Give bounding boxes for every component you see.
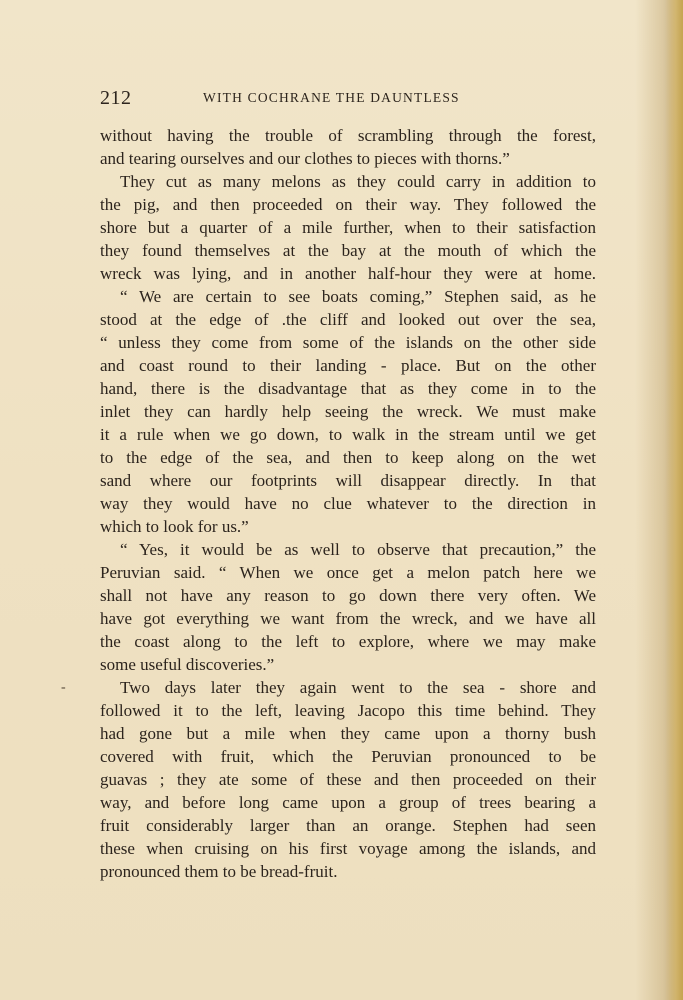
page-header	[100, 87, 598, 111]
text-line: which to look for us.”	[100, 517, 249, 536]
text-line: these when cruising on his first voyage among the islands, and	[100, 839, 596, 858]
text-line: without having the trouble of scrambling through the forest,	[100, 126, 596, 145]
text-line: fruit considerably larger than an orange. Stephen had seen	[100, 816, 596, 835]
text-line: to the edge of the sea, and then to keep along on the wet	[100, 448, 596, 467]
margin-mark: -	[61, 680, 66, 695]
text-line: way they would have no clue whatever to the direction in	[100, 494, 596, 513]
text-line: shall not have any reason to go down there very often. We	[100, 586, 596, 605]
text-line: had gone but a mile when they came upon a thorny bush	[100, 724, 596, 743]
text-line: “ Yes, it would be as well to observe that precaution,” the	[120, 540, 596, 559]
text-line: “ unless they come from some of the islands on the other side	[100, 333, 596, 352]
text-line: Peruvian said. “ When we once get a melon patch here we	[100, 563, 596, 582]
page-edge-shadow	[665, 0, 683, 1000]
text-line: way, and before long came upon a group of trees bearing a	[100, 793, 596, 812]
text-line: they found themselves at the bay at the mouth of which the	[100, 241, 596, 260]
text-line: Two days later they again went to the sea - shore and	[120, 678, 596, 697]
text-line: covered with fruit, which the Peruvian pronounced to be	[100, 747, 596, 766]
text-line: stood at the edge of .the cliff and looked out over the sea,	[100, 310, 596, 329]
text-line: followed it to the left, leaving Jacopo this time behind. They	[100, 701, 596, 720]
text-line: sand where our footprints will disappear directly. In that	[100, 471, 596, 490]
text-line: and tearing ourselves and our clothes to pieces with thorns.”	[100, 149, 510, 168]
text-line: inlet they can hardly help seeing the wreck. We must make	[100, 402, 596, 421]
text-line: hand, there is the disadvantage that as they come in to the	[100, 379, 596, 398]
text-line: and coast round to their landing - place. But on the other	[100, 356, 596, 375]
text-line: guavas ; they ate some of these and then proceeded on their	[100, 770, 596, 789]
text-line: shore but a quarter of a mile further, when to their satisfaction	[100, 218, 596, 237]
body-text	[100, 124, 596, 883]
text-line: some useful discoveries.”	[100, 655, 275, 674]
text-line: the coast along to the left to explore, where we may make	[100, 632, 596, 651]
text-line: the pig, and then proceeded on their way. They followed the	[100, 195, 596, 214]
text-line: it a rule when we go down, to walk in the stream until we get	[100, 425, 596, 444]
page-number: 212	[100, 87, 132, 109]
text-line: “ We are certain to see boats coming,” Stephen said, as he	[120, 287, 596, 306]
text-line: They cut as many melons as they could carry in addition to	[120, 172, 596, 191]
running-title: WITH COCHRANE THE DAUNTLESS	[203, 90, 460, 105]
text-line: pronounced them to be bread-fruit.	[100, 862, 338, 881]
text-line: wreck was lying, and in another half-hour they were at home.	[100, 264, 596, 283]
text-line: have got everything we want from the wreck, and we have all	[100, 609, 596, 628]
